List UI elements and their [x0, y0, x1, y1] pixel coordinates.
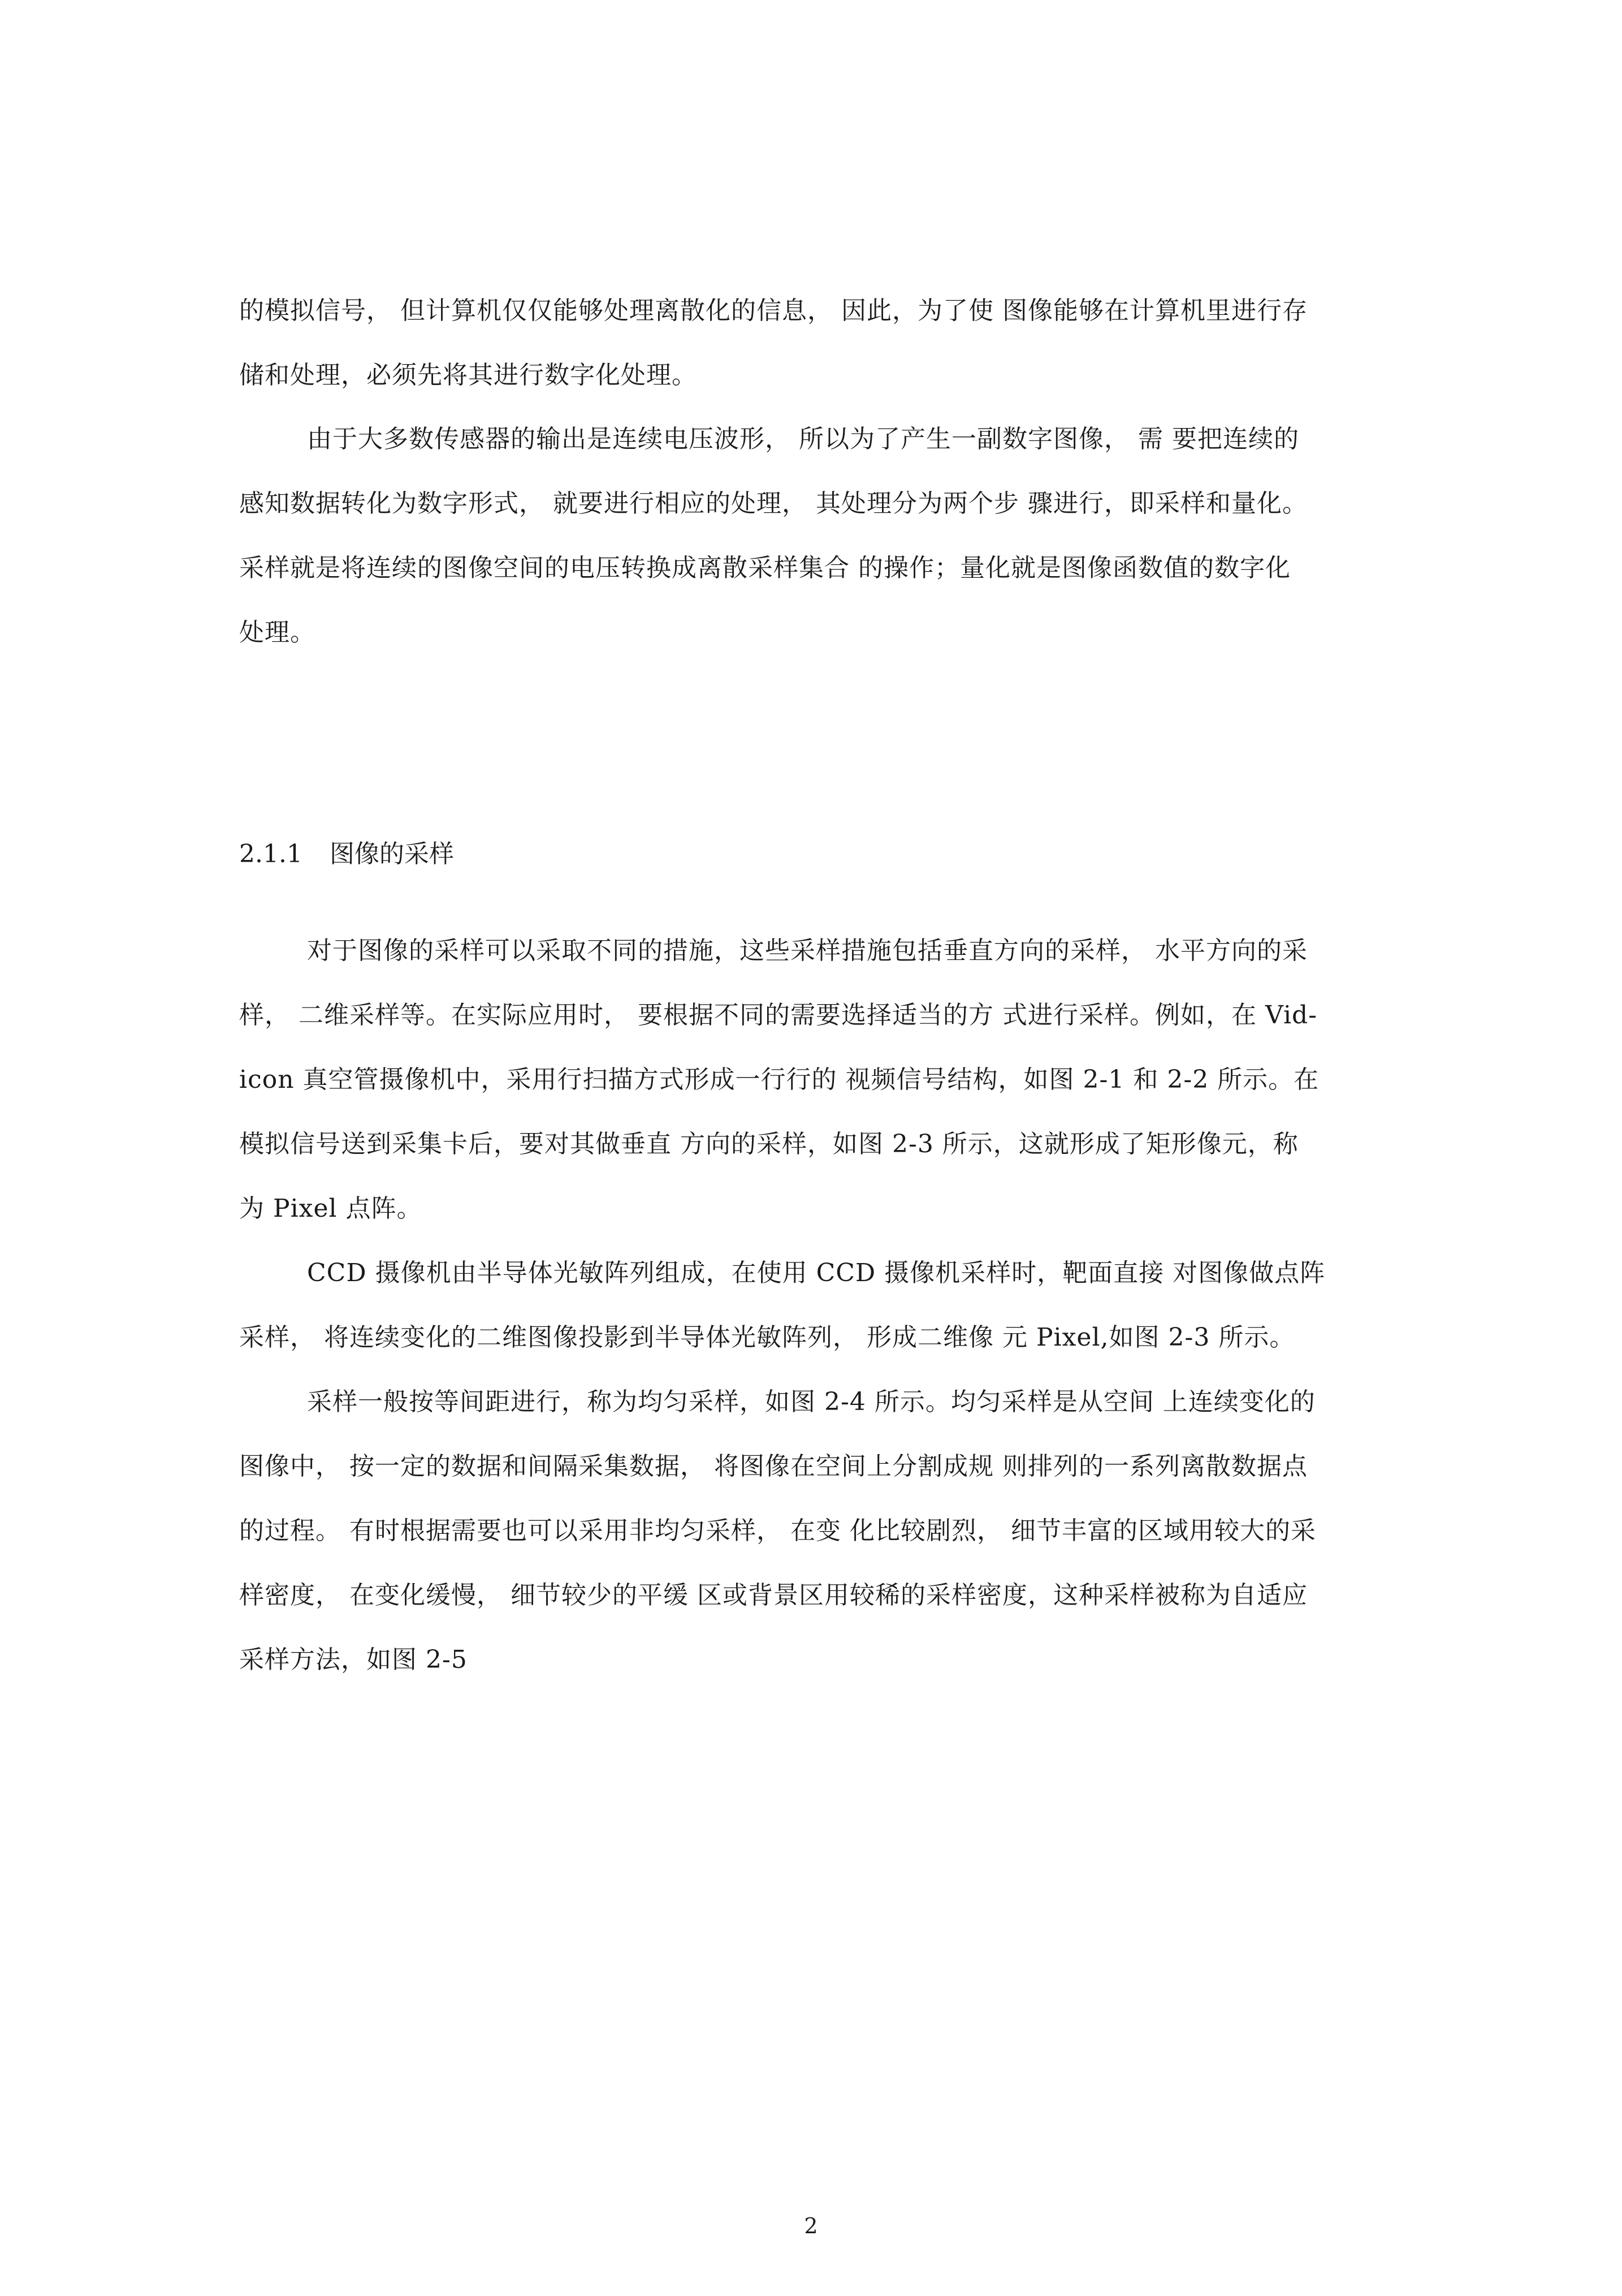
text-line: 图像中， 按一定的数据和间隔采集数据， 将图像在空间上分割成规 则排列的一系列离散数据点 [239, 1452, 1308, 1481]
text-line: 采样方法，如图 2-5 [239, 1645, 468, 1674]
paragraph-digitization [239, 407, 1376, 665]
text-line: 为 Pixel 点阵。 [239, 1194, 422, 1223]
text-line: 感知数据转化为数字形式， 就要进行相应的处理， 其处理分为两个步 骤进行，即采样和量化。 [239, 489, 1308, 518]
text-line: 模拟信号送到采集卡后，要对其做垂直 方向的采样，如图 2-3 所示，这就形成了矩形像元，称 [239, 1130, 1299, 1158]
text-line: 采样一般按等间距进行，称为均匀采样，如图 2-4 所示。均匀采样是从空间 上连续变化的 [307, 1387, 1316, 1416]
text-line: 对于图像的采样可以采取不同的措施，这些采样措施包括垂直方向的采样， 水平方向的采 [307, 936, 1308, 965]
text-line: 处理。 [239, 618, 315, 647]
text-line: 储和处理，必须先将其进行数字化处理。 [239, 361, 697, 390]
section-heading [239, 834, 454, 874]
paragraph-sampling-methods [239, 919, 1376, 1241]
text-line: 样密度， 在变化缓慢， 细节较少的平缓 区或背景区用较稀的采样密度，这种采样被称为自适应 [239, 1581, 1308, 1610]
page-number: 2 [804, 2213, 818, 2238]
text-line: 的过程。 有时根据需要也可以采用非均匀采样， 在变 化比较剧烈， 细节丰富的区域用较大的采 [239, 1516, 1316, 1545]
section-title: 图像的采样 [330, 840, 454, 868]
text-line: 的模拟信号， 但计算机仅仅能够处理离散化的信息， 因此，为了使 图像能够在计算机里进行存 [239, 296, 1308, 325]
text-line: 由于大多数传感器的输出是连续电压波形， 所以为了产生一副数字图像， 需 要把连续的 [307, 425, 1299, 453]
text-line: 采样， 将连续变化的二维图像投影到半导体光敏阵列， 形成二维像 元 Pixel,如图 2-3 所示。 [239, 1323, 1295, 1352]
paragraph-ccd [239, 1241, 1376, 1370]
text-line: CCD 摄像机由半导体光敏阵列组成，在使用 CCD 摄像机采样时，靶面直接 对图像做点阵 [307, 1259, 1326, 1287]
section-number: 2.1.1 [239, 840, 302, 868]
text-line: 采样就是将连续的图像空间的电压转换成离散采样集合 的操作；量化就是图像函数值的数字化 [239, 554, 1291, 582]
paragraph-uniform-sampling [239, 1370, 1376, 1692]
paragraph-intro-continued [239, 279, 1376, 408]
text-line: 样， 二维采样等。在实际应用时， 要根据不同的需要选择适当的方 式进行采样。例如，在 Vid- [239, 1001, 1318, 1030]
text-line: icon 真空管摄像机中，采用行扫描方式形成一行行的 视频信号结构，如图 2-1 和 2-2 所示。在 [239, 1065, 1320, 1094]
